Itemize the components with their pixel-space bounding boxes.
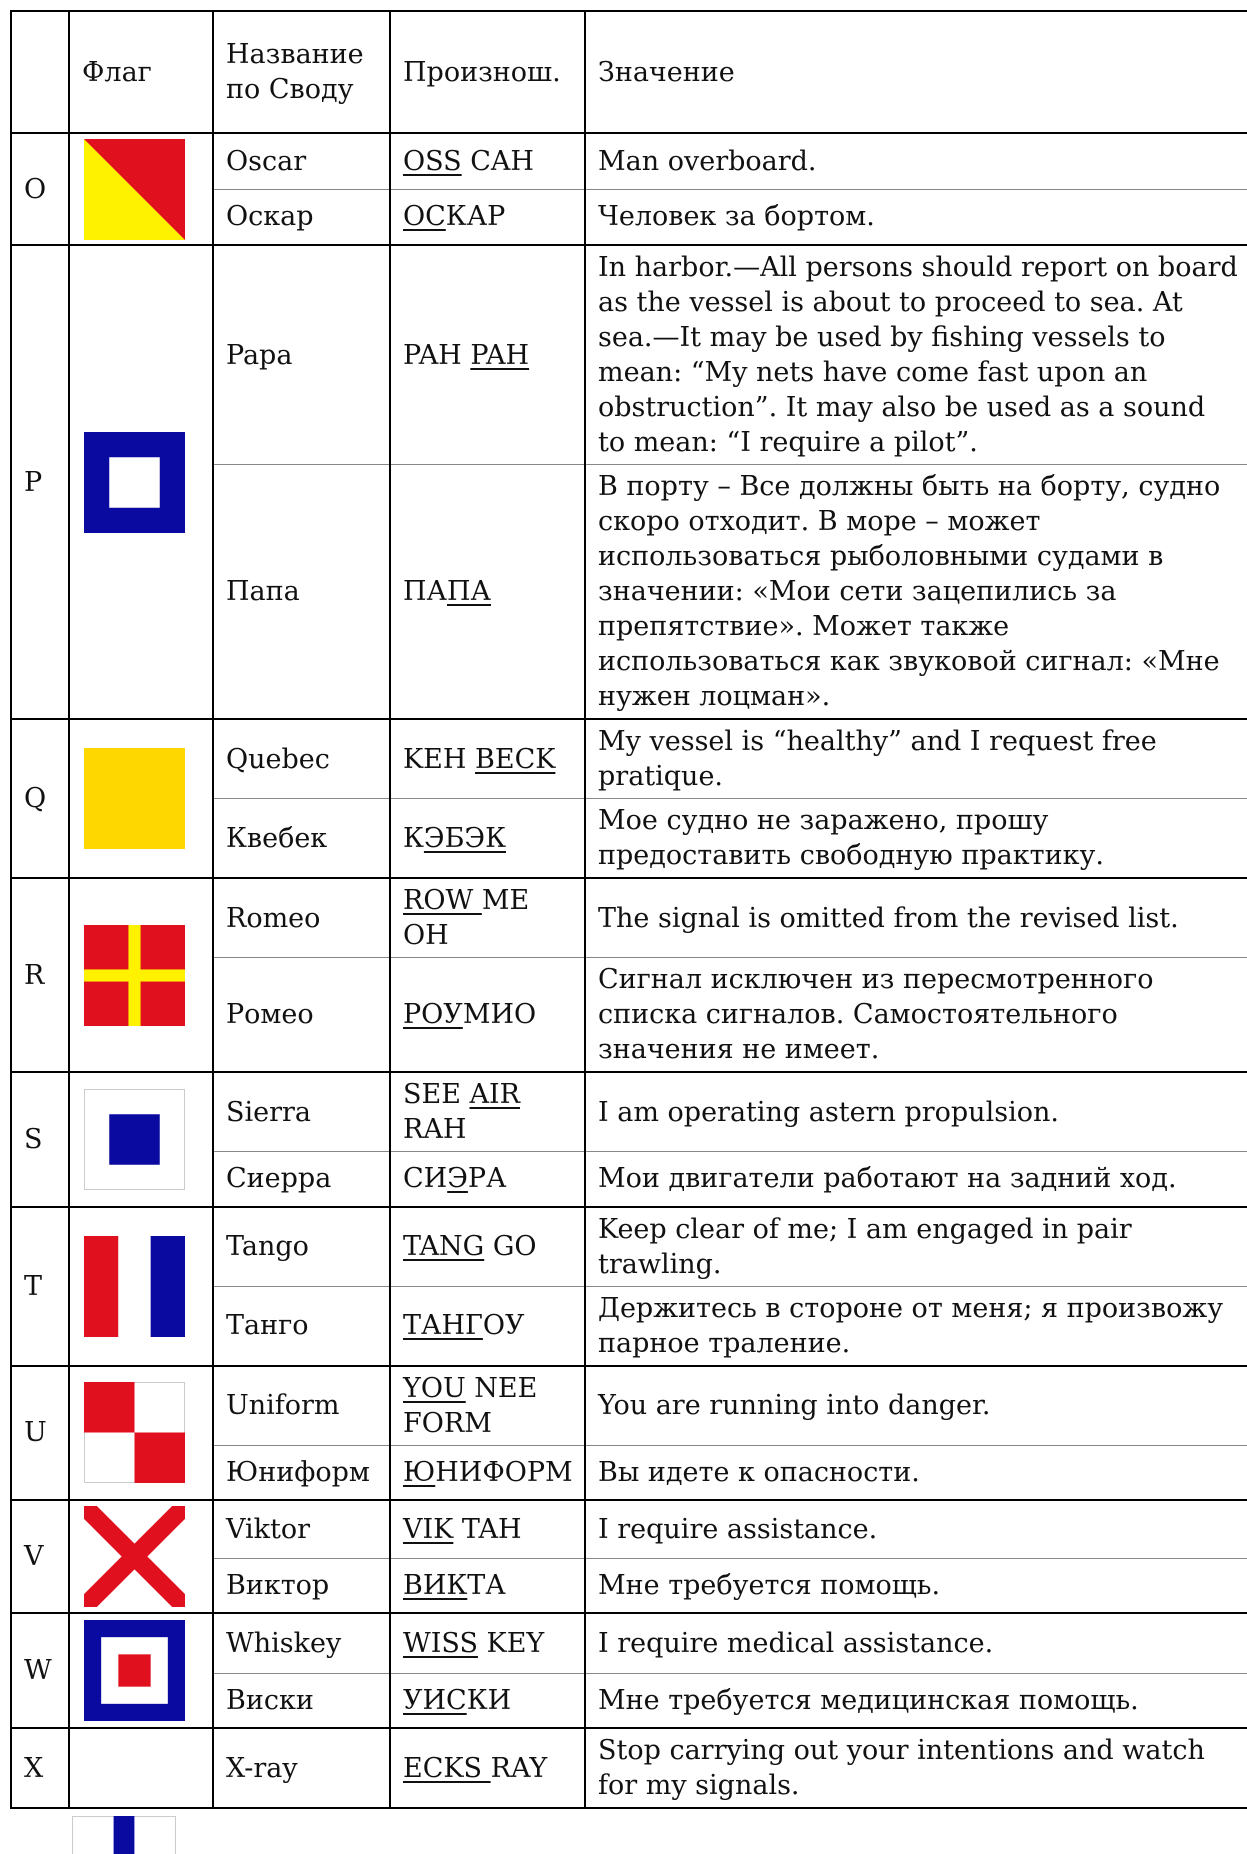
pronunciation-part: WISS bbox=[403, 1627, 478, 1659]
pronunciation-part: ПА bbox=[447, 576, 491, 607]
pronunciation-part: СИ bbox=[403, 1163, 448, 1195]
signal-letter: V bbox=[11, 1500, 69, 1613]
pronunciation-ru bbox=[390, 1445, 585, 1500]
pronunciation-part: PAH bbox=[470, 339, 530, 371]
header-flag: Флаг bbox=[69, 11, 213, 133]
meaning-ru: Мое судно не заражено, прошу предоставить свободную практику. bbox=[585, 799, 1247, 879]
flag-cell bbox=[69, 1207, 213, 1366]
signal-name-ru: Танго bbox=[213, 1286, 390, 1366]
pronunciation-part: ТАНГ bbox=[403, 1310, 483, 1341]
pronunciation-part: Э bbox=[447, 1163, 468, 1195]
meaning-ru: Мне требуется медицинская помощь. bbox=[585, 1673, 1247, 1728]
meaning-en: Man overboard. bbox=[585, 133, 1247, 189]
meaning-ru: Сигнал исключен из пересмотренного списка сигналов. Самостоятельного значения не имеет. bbox=[585, 958, 1247, 1073]
pronunciation-part: TANG bbox=[403, 1231, 485, 1262]
signal-table-page bbox=[10, 10, 1245, 1809]
signal-name-ru: Виктор bbox=[213, 1558, 390, 1613]
header-letter bbox=[11, 11, 69, 133]
pronunciation-part: ЭБЭК bbox=[423, 822, 506, 854]
signal-row-o-en bbox=[11, 133, 1247, 189]
pronunciation-part: ECKS bbox=[403, 1752, 491, 1784]
pronunciation-en bbox=[390, 1072, 585, 1152]
pronunciation-part: BECK bbox=[475, 743, 556, 775]
pronunciation-part: МИО bbox=[462, 999, 537, 1030]
pronunciation-part: AIR bbox=[469, 1079, 520, 1110]
header-pronunciation: Произнош. bbox=[390, 11, 585, 133]
pronunciation-part: ME OH bbox=[403, 885, 530, 951]
meaning-en: I require assistance. bbox=[585, 1500, 1247, 1558]
pronunciation-ru bbox=[390, 1673, 585, 1728]
flag-papa-icon bbox=[84, 432, 185, 533]
signal-row-t-en bbox=[11, 1207, 1247, 1287]
signal-name-ru: Юниформ bbox=[213, 1445, 390, 1500]
signal-letter: O bbox=[11, 133, 69, 245]
pronunciation-en bbox=[390, 1366, 585, 1446]
flag-cell-xray bbox=[69, 1728, 213, 1808]
flag-cell bbox=[69, 133, 213, 245]
pronunciation-part: ТА bbox=[467, 1569, 506, 1601]
flag-cell bbox=[69, 245, 213, 719]
flag-cell bbox=[69, 1613, 213, 1728]
header-name-line1: Название bbox=[226, 39, 364, 70]
meaning-en: My vessel is “healthy” and I request free pratique. bbox=[585, 719, 1247, 799]
signal-row-q-en bbox=[11, 719, 1247, 799]
meaning-en: Keep clear of me; I am engaged in pair trawling. bbox=[585, 1207, 1247, 1287]
meaning-ru: Вы идете к опасности. bbox=[585, 1445, 1247, 1500]
meaning-en: In harbor.—All persons should report on board as the vessel is about to proceed to sea. At sea.—It may be used by fishing vessels to mean: “My nets have come fast upon an obstruction”. It may also be used as a sound to mean: “I require a pilot”. bbox=[585, 245, 1247, 465]
signal-letter: T bbox=[11, 1207, 69, 1366]
signal-letter: X bbox=[11, 1728, 69, 1808]
signal-name-ru: Виски bbox=[213, 1673, 390, 1728]
signal-name-en: X-ray bbox=[213, 1728, 390, 1808]
flag-xray-overflow bbox=[72, 1816, 176, 1854]
pronunciation-part: РОУ bbox=[403, 999, 463, 1030]
pronunciation-part: KEY bbox=[477, 1627, 545, 1659]
signal-row-v-en bbox=[11, 1500, 1247, 1558]
pronunciation-part: ROW bbox=[403, 885, 482, 916]
signal-name-en: Sierra bbox=[213, 1072, 390, 1152]
flag-whiskey-icon bbox=[84, 1620, 185, 1721]
flag-victor-icon bbox=[84, 1506, 185, 1607]
pronunciation-part: CAH bbox=[461, 145, 534, 177]
signal-name-en: Oscar bbox=[213, 133, 390, 189]
meaning-en: I require medical assistance. bbox=[585, 1613, 1247, 1673]
pronunciation-en bbox=[390, 245, 585, 465]
signal-letter: R bbox=[11, 878, 69, 1072]
signal-row-p-en bbox=[11, 245, 1247, 465]
meaning-ru: В порту – Все должны быть на борту, судно скоро отходит. В море – может использоваться рыболовными судами в значении: «Мои сети зацепились за препятствие». Может также использоваться как звуковой сигнал: «Мне нужен лоцман». bbox=[585, 465, 1247, 720]
signal-flags-table bbox=[10, 10, 1247, 1809]
pronunciation-en bbox=[390, 878, 585, 958]
signal-name-ru: Квебек bbox=[213, 799, 390, 879]
pronunciation-ru bbox=[390, 1152, 585, 1207]
meaning-ru: Мои двигатели работают на задний ход. bbox=[585, 1152, 1247, 1207]
pronunciation-part: PAH bbox=[403, 339, 471, 371]
pronunciation-part: РА bbox=[467, 1163, 507, 1195]
signal-letter: Q bbox=[11, 719, 69, 878]
pronunciation-part: TAH bbox=[453, 1513, 522, 1545]
pronunciation-part: ОУ bbox=[482, 1310, 525, 1341]
pronunciation-part: КИ bbox=[466, 1684, 512, 1716]
header-name bbox=[213, 11, 390, 133]
signal-row-w-en bbox=[11, 1613, 1247, 1673]
signal-name-ru: Ромео bbox=[213, 958, 390, 1073]
meaning-en: You are running into danger. bbox=[585, 1366, 1247, 1446]
signal-name-ru: Сиерра bbox=[213, 1152, 390, 1207]
flag-tango-icon bbox=[84, 1236, 185, 1337]
signal-letter: P bbox=[11, 245, 69, 719]
flag-romeo-icon bbox=[84, 925, 185, 1026]
pronunciation-part: VIK bbox=[403, 1513, 454, 1545]
pronunciation-part: ОС bbox=[403, 201, 446, 233]
flag-oscar-icon bbox=[84, 139, 185, 240]
signal-row-r-en bbox=[11, 878, 1247, 958]
signal-rows bbox=[11, 133, 1247, 1808]
meaning-en: Stop carrying out your intentions and watch for my signals. bbox=[585, 1728, 1247, 1808]
signal-name-ru: Папа bbox=[213, 465, 390, 720]
pronunciation-part: ВИК bbox=[403, 1569, 468, 1601]
signal-name-en: Papa bbox=[213, 245, 390, 465]
pronunciation-ru bbox=[390, 1286, 585, 1366]
signal-letter: U bbox=[11, 1366, 69, 1501]
header-meaning: Значение bbox=[585, 11, 1247, 133]
meaning-ru: Человек за бортом. bbox=[585, 189, 1247, 245]
pronunciation-en bbox=[390, 133, 585, 189]
flag-quebec-icon bbox=[84, 748, 185, 849]
meaning-ru: Держитесь в стороне от меня; я произвожу парное траление. bbox=[585, 1286, 1247, 1366]
pronunciation-part: К bbox=[403, 822, 424, 854]
signal-row-x-en bbox=[11, 1728, 1247, 1808]
pronunciation-ru bbox=[390, 189, 585, 245]
signal-name-en: Quebec bbox=[213, 719, 390, 799]
flag-cell bbox=[69, 719, 213, 878]
pronunciation-en bbox=[390, 1728, 585, 1808]
pronunciation-part: НИФОРМ bbox=[435, 1456, 573, 1488]
pronunciation-part: КАР bbox=[445, 201, 506, 233]
pronunciation-part: YOU bbox=[403, 1372, 466, 1404]
pronunciation-ru bbox=[390, 799, 585, 879]
flag-uniform-icon bbox=[84, 1382, 185, 1483]
pronunciation-part: RAY bbox=[490, 1752, 548, 1784]
meaning-en: The signal is omitted from the revised list. bbox=[585, 878, 1247, 958]
signal-name-ru: Оскар bbox=[213, 189, 390, 245]
pronunciation-part: УИС bbox=[403, 1684, 467, 1716]
meaning-ru: Мне требуется помощь. bbox=[585, 1558, 1247, 1613]
signal-name-en: Tango bbox=[213, 1207, 390, 1287]
pronunciation-part: Ю bbox=[403, 1456, 436, 1488]
pronunciation-en bbox=[390, 719, 585, 799]
pronunciation-part: RAH bbox=[403, 1114, 467, 1145]
signal-row-s-en bbox=[11, 1072, 1247, 1152]
signal-name-en: Whiskey bbox=[213, 1613, 390, 1673]
signal-name-en: Romeo bbox=[213, 878, 390, 958]
pronunciation-part: ПА bbox=[403, 576, 447, 607]
header-name-line2: по Своду bbox=[226, 74, 354, 105]
pronunciation-en bbox=[390, 1500, 585, 1558]
pronunciation-part: NEE FORM bbox=[403, 1372, 538, 1439]
flag-cell bbox=[69, 1072, 213, 1207]
flag-xray-icon-tail bbox=[72, 1816, 176, 1854]
pronunciation-ru bbox=[390, 958, 585, 1073]
signal-name-en: Uniform bbox=[213, 1366, 390, 1446]
flag-cell bbox=[69, 878, 213, 1072]
signal-letter: W bbox=[11, 1613, 69, 1728]
pronunciation-part: GO bbox=[484, 1231, 537, 1262]
signal-name-en: Viktor bbox=[213, 1500, 390, 1558]
pronunciation-en bbox=[390, 1207, 585, 1287]
flag-cell bbox=[69, 1366, 213, 1501]
meaning-en: I am operating astern propulsion. bbox=[585, 1072, 1247, 1152]
table-header-row bbox=[11, 11, 1247, 133]
signal-row-u-en bbox=[11, 1366, 1247, 1446]
pronunciation-en bbox=[390, 1613, 585, 1673]
pronunciation-ru bbox=[390, 1558, 585, 1613]
pronunciation-part: KEH bbox=[403, 743, 476, 775]
pronunciation-ru bbox=[390, 465, 585, 720]
signal-letter: S bbox=[11, 1072, 69, 1207]
flag-cell bbox=[69, 1500, 213, 1613]
pronunciation-part: SEE bbox=[403, 1079, 470, 1110]
flag-sierra-icon bbox=[84, 1089, 185, 1190]
pronunciation-part: OSS bbox=[403, 145, 462, 177]
